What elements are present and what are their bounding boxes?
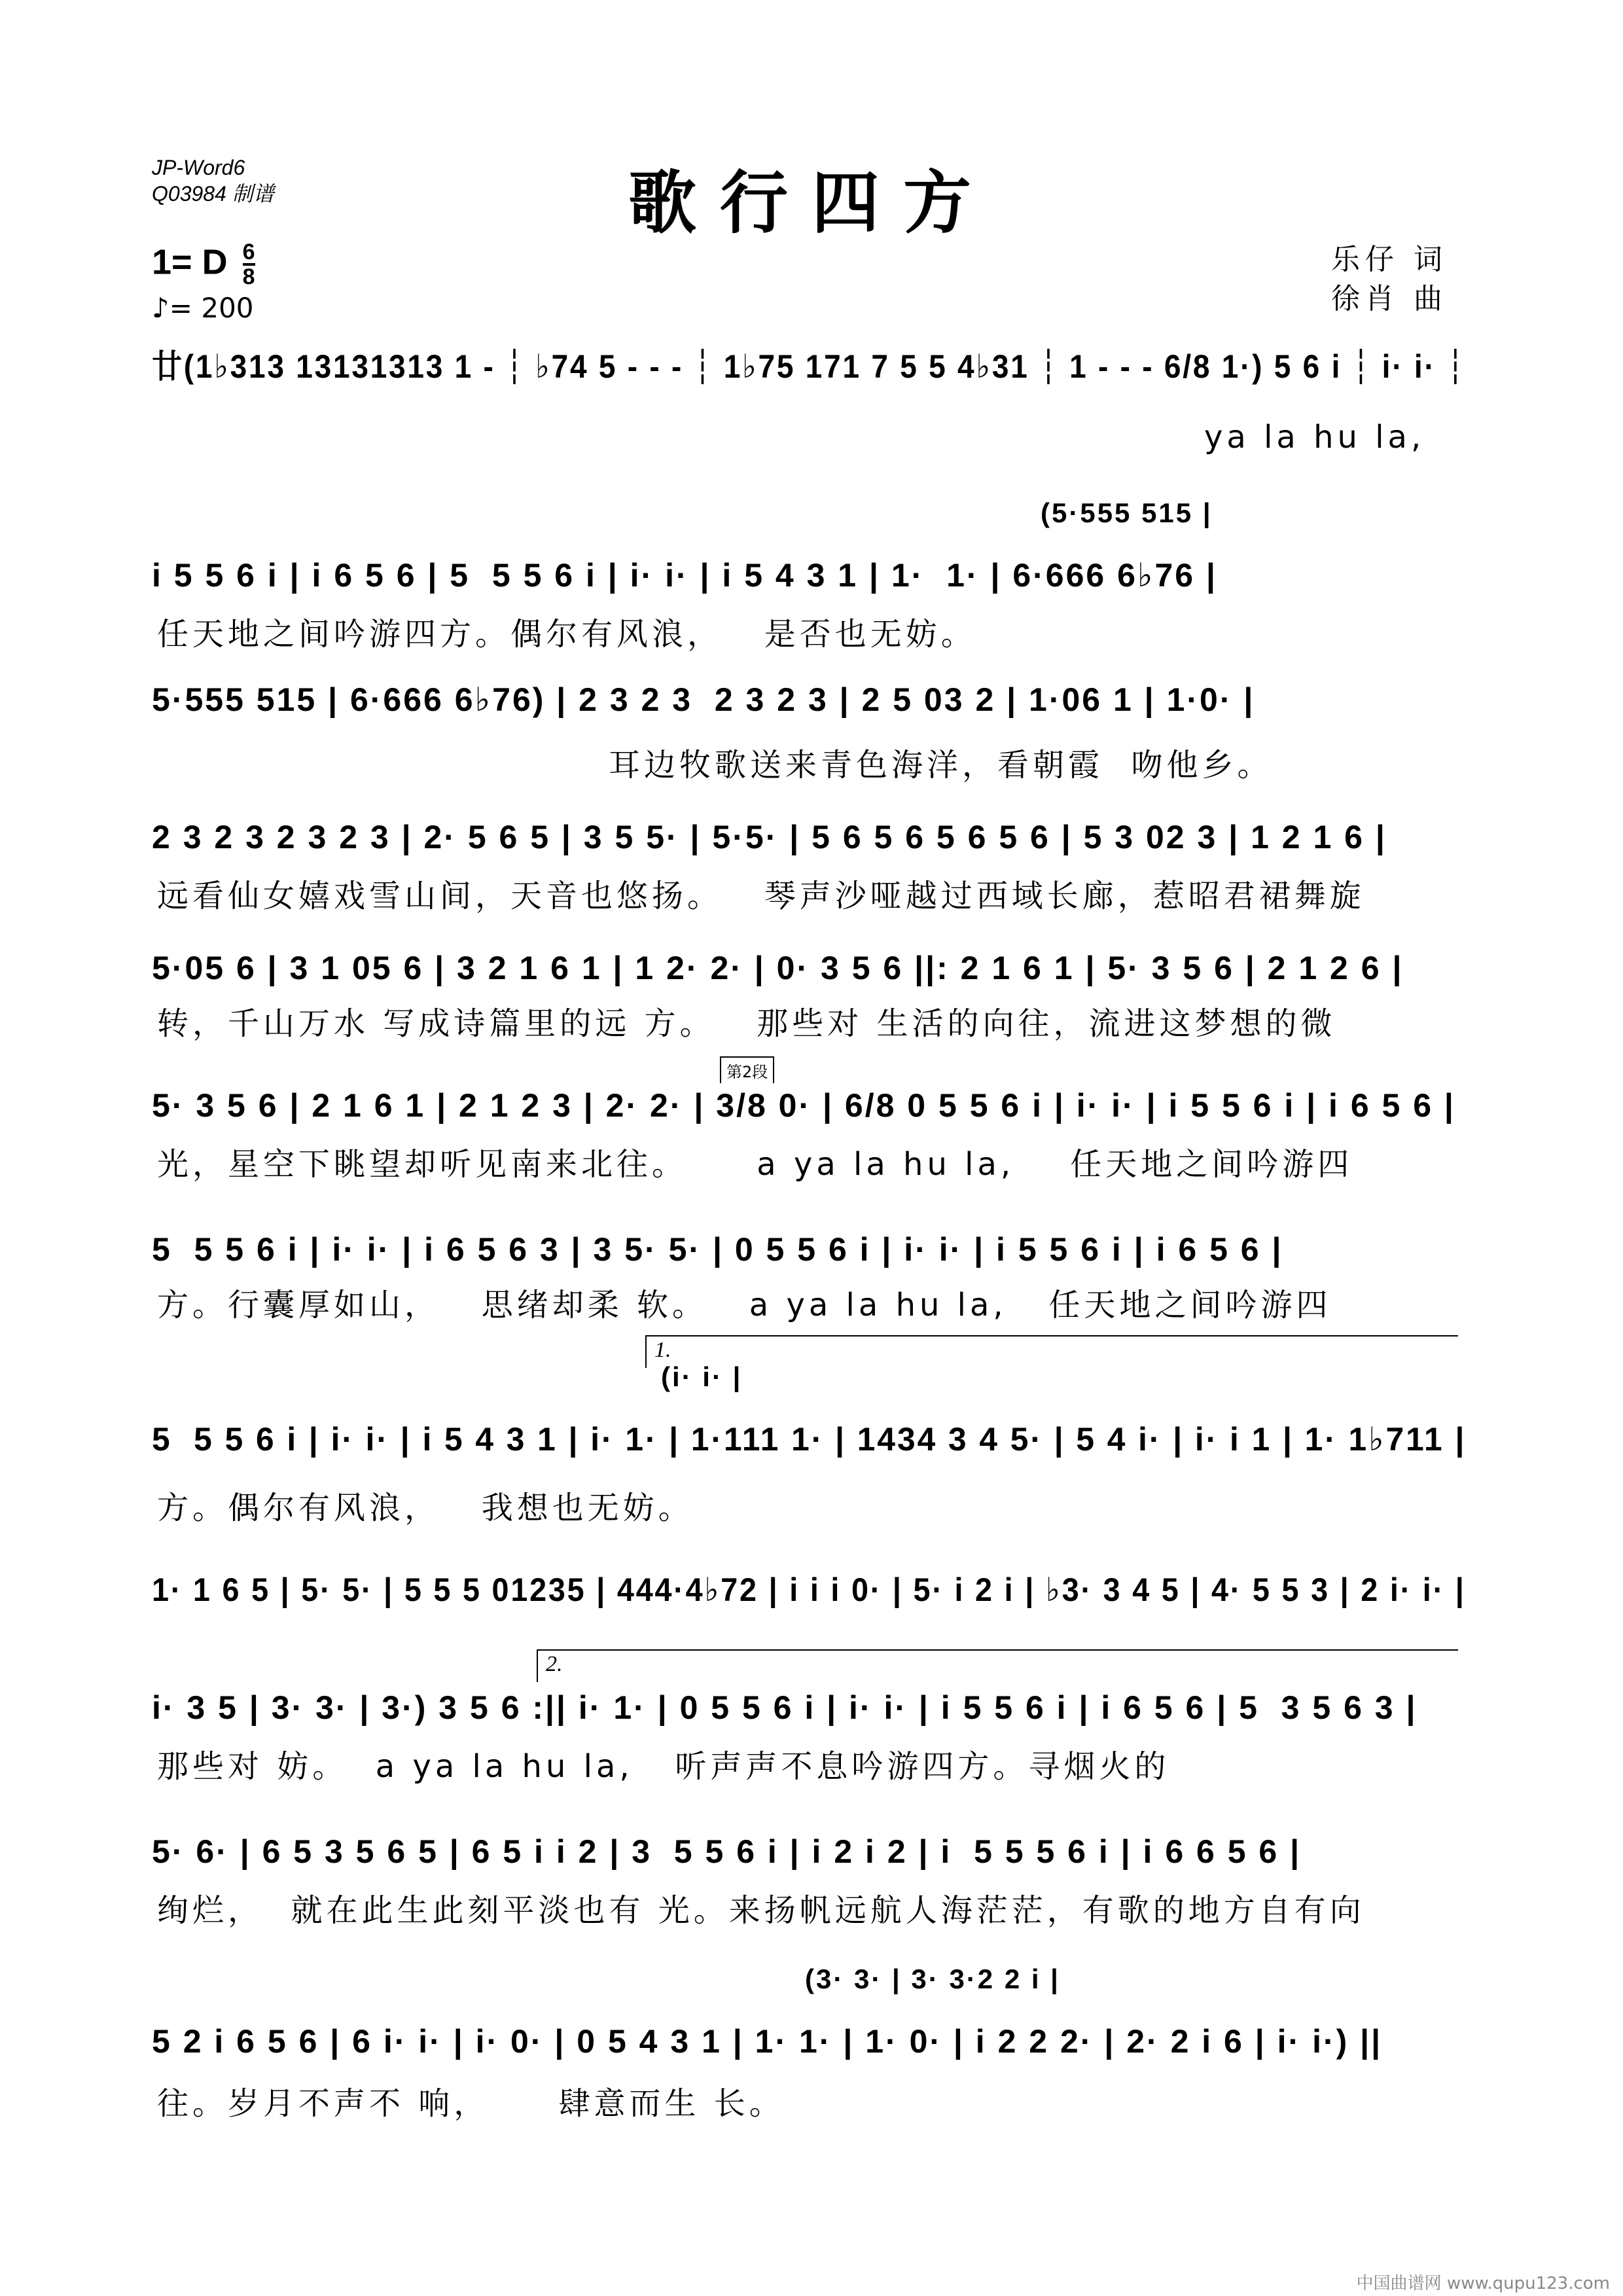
notation-line: i· 3 5 | 3· 3· | 3·) 3 5 6 :|| i· 1· | 0 5 5 6 i | i· i· | i 5 5 6 i | i 6 5 6 | 5 3 5 6 3 | — [152, 1689, 1418, 1726]
notation-line: 5 2 i 6 5 6 | 6 i· i· | i· 0· | 0 5 4 3 1 | 1· 1· | 1· 0· | i 2 2 2· | 2· 2 i 6 | i· i·) || — [152, 2023, 1383, 2060]
lyric-line: 方。行囊厚如山， 思绪却柔 软。 a ya la hu la, 任天地之间吟游四 — [157, 1287, 1332, 1323]
lyric-line: 耳边牧歌送来青色海洋，看朝霞 吻他乡。 — [609, 747, 1273, 783]
composer-credit: 徐肖 曲 — [1331, 282, 1448, 315]
volta-number: 2. — [546, 1652, 563, 1676]
lyric-line: 绚烂， 就在此生此刻平淡也有 光。来扬帆远航人海茫茫，有歌的地方自有向 — [157, 1892, 1365, 1929]
notation-line: 5 5 5 6 i | i· i· | i 6 5 6 3 | 3 5· 5· | 0 5 5 6 i | i· i· | i 5 5 6 i | i 6 5 6 | — [152, 1231, 1283, 1268]
notation-line: 5·555 515 | 6·666 6♭76) | 2 3 2 3 2 3 2 3 | 2 5 03 2 | 1·06 1 | 1·0· | — [152, 681, 1255, 718]
notation-line: 5 5 5 6 i | i· i· | i 5 4 3 1 | i· 1· | 1·111 1· | 1434 3 4 5· | 5 4 i· | i· i 1 | 1· 1♭711 | — [152, 1421, 1467, 1458]
notation-line: 5·05 6 | 3 1 05 6 | 3 2 1 6 1 | 1 2· 2· | 0· 3 5 6 ||: 2 1 6 1 | 5· 3 5 6 | 2 1 2 6 | — [152, 950, 1404, 986]
lyric-line: 远看仙女嬉戏雪山间，天音也悠扬。 琴声沙哑越过西域长廊，惹昭君裙舞旋 — [157, 878, 1365, 914]
ossia-line: (5·555 515 | — [1041, 497, 1213, 528]
software-label: JP-Word6 — [152, 156, 245, 179]
ossia-line: (i· i· | — [661, 1361, 743, 1392]
key-signature — [152, 241, 255, 288]
notation-line: 5· 3 5 6 | 2 1 6 1 | 2 1 2 3 | 2· 2· | 3/8 0· | 6/8 0 5 5 6 i | i· i· | i 5 5 6 i | i 6 5 6 | — [152, 1087, 1455, 1124]
transcriber-label: Q03984 制谱 — [152, 182, 274, 206]
notation-line: 1· 1 6 5 | 5· 5· | 5 5 5 01235 | 444·4♭72 | i i i 0· | 5· i 2 i | ♭3· 3 4 5 | 4· 5 5 3 | 2 i· i· | — [152, 1571, 1466, 1608]
volta-tick — [537, 1649, 538, 1682]
volta-bracket — [537, 1649, 1458, 1651]
notation-line: 廿(1♭313 13131313 1 - ┆ ♭74 5 - - - ┆ 1♭75 171 7 5 5 4♭31 ┆ 1 - - - 6/8 1·) 5 6 i ┆ i· i· ┆ — [152, 348, 1467, 385]
tempo-mark: ♪= 200 — [152, 292, 254, 324]
lyricist-credit: 乐仔 词 — [1331, 243, 1448, 276]
time-bottom: 8 — [242, 264, 255, 289]
page-title: 歌行四方 — [628, 162, 995, 243]
lyric-line: 光，星空下眺望却听见南来北往。 a ya la hu la, 任天地之间吟游四 — [157, 1146, 1353, 1183]
time-signature — [243, 241, 255, 288]
volta-bracket — [645, 1335, 1458, 1336]
lyric-line: 方。偶尔有风浪， 我想也无妨。 — [157, 1490, 694, 1526]
notation-line: 5· 6· | 6 5 3 5 6 5 | 6 5 i i 2 | 3 5 5 6 i | i 2 i 2 | i 5 5 5 6 i | i 6 6 5 6 | — [152, 1833, 1302, 1870]
lyric-line: 那些对 妨。 a ya la hu la, 听声声不息吟游四方。寻烟火的 — [157, 1748, 1170, 1785]
lyric-line: 任天地之间吟游四方。偶尔有风浪， 是否也无妨。 — [157, 616, 976, 653]
lyric-line: 往。岁月不声不 响， 肆意而生 长。 — [157, 2085, 785, 2122]
lyric-line: 转，千山万水 写成诗篇里的远 方。 那些对 生活的向往，流进这梦想的微 — [157, 1005, 1336, 1042]
key-label: 1= D — [152, 242, 228, 282]
lyric-line: ya la hu la, — [1204, 419, 1425, 456]
ossia-line: (3· 3· | 3· 3·2 2 i | — [805, 1964, 1060, 1994]
section-badge: 第2段 — [720, 1056, 774, 1083]
site-watermark: 中国曲谱网 www.qupu123.com — [1356, 2274, 1610, 2293]
volta-tick — [645, 1335, 647, 1368]
time-top: 6 — [242, 240, 255, 264]
notation-line: i 5 5 6 i | i 6 5 6 | 5 5 5 6 i | i· i· | i 5 4 3 1 | 1· 1· | 6·666 6♭76 | — [152, 557, 1217, 594]
volta-number: 1. — [654, 1338, 671, 1362]
notation-line: 2 3 2 3 2 3 2 3 | 2· 5 6 5 | 3 5 5· | 5·5· | 5 6 5 6 5 6 5 6 | 5 3 02 3 | 1 2 1 6 | — [152, 819, 1387, 855]
